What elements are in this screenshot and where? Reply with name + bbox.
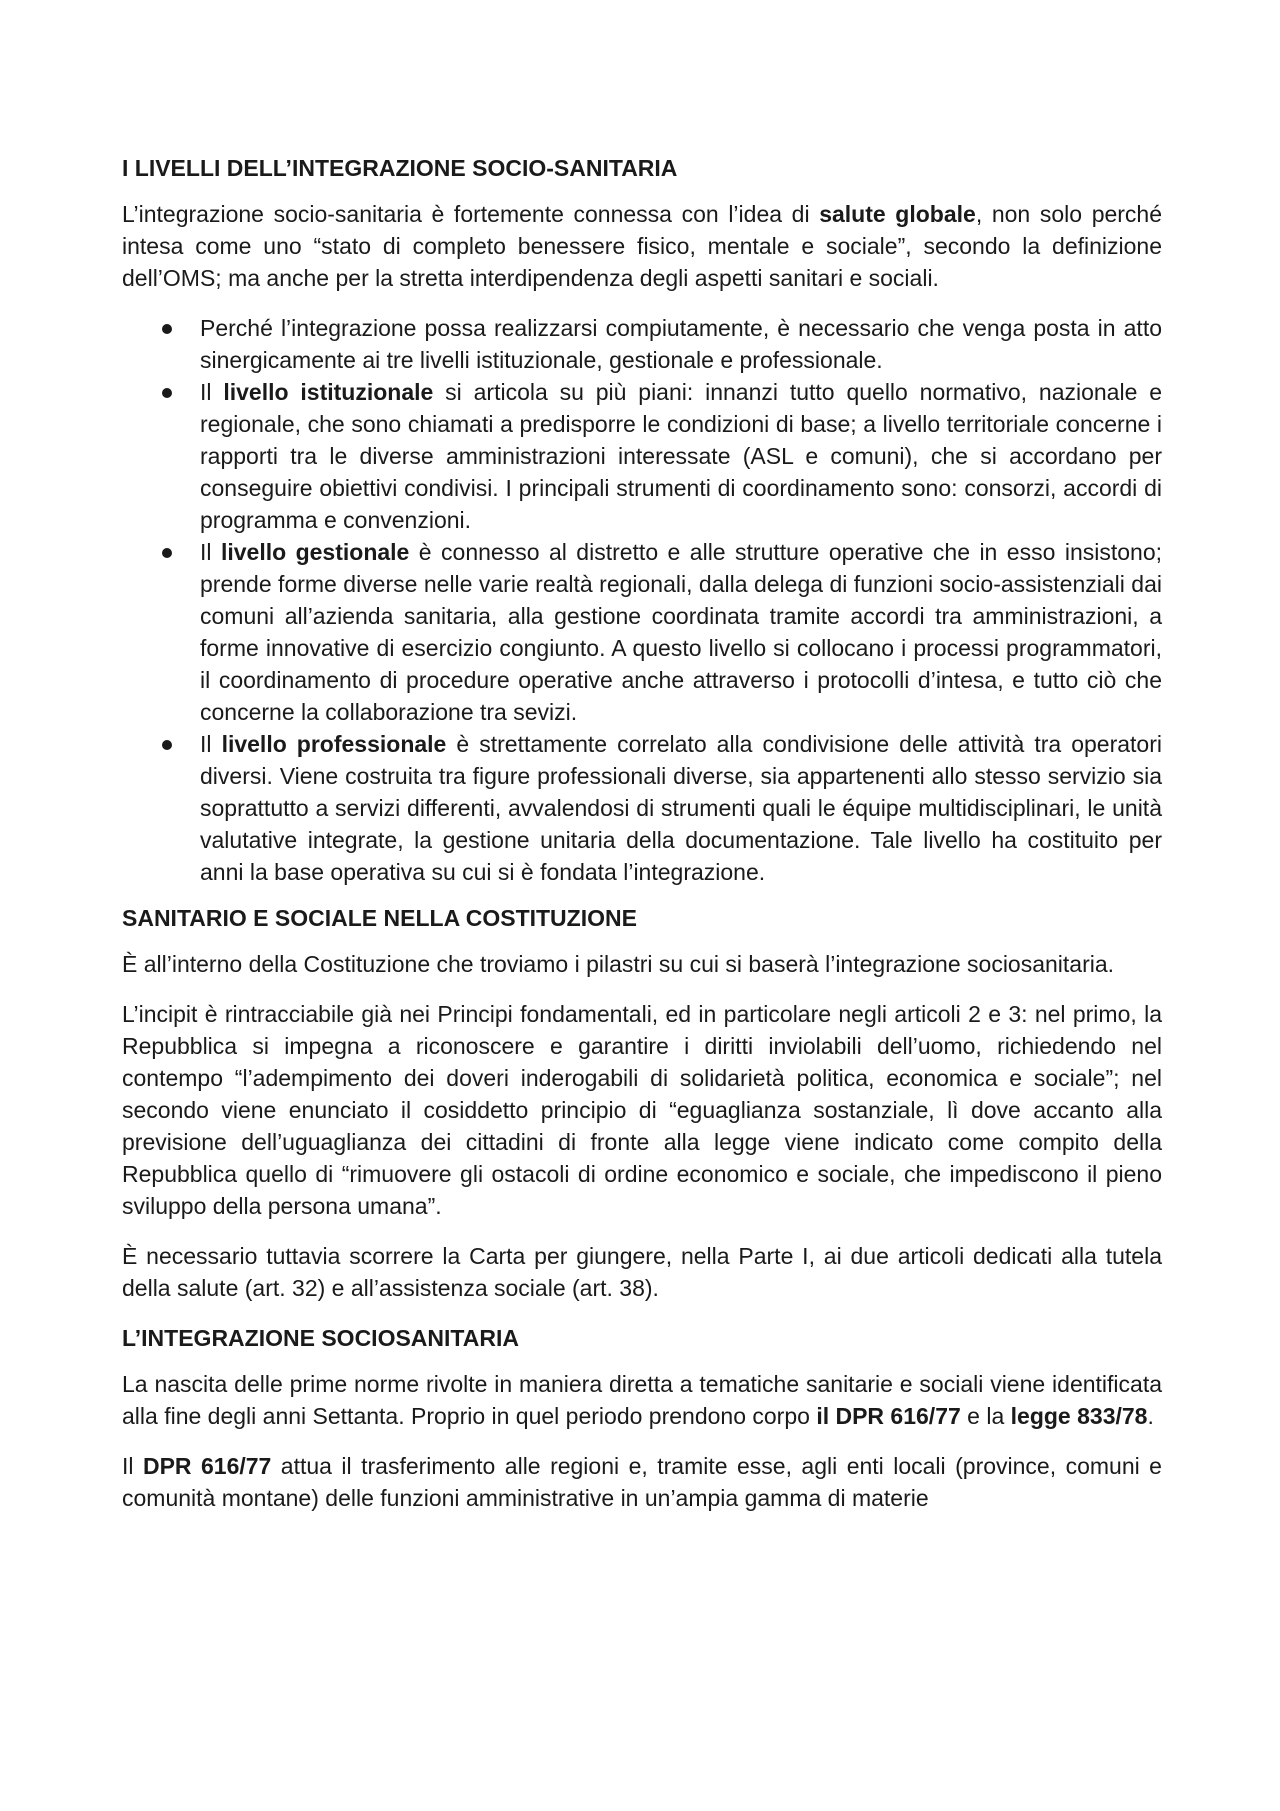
bullet-dot-icon	[162, 324, 172, 334]
bullet-bold-term: livello istituzionale	[223, 379, 434, 405]
bullet-bold-term: livello gestionale	[220, 539, 410, 565]
intro-text-2: , non solo perché intesa come uno “stato di completo benessere fisico, mentale e sociale”, secondo la definizione dell’OMS; ma anche per la stretta interdipendenza degli aspetti sanitari e sociali.	[122, 201, 1163, 291]
para-text: La nascita delle prime norme rivolte in maniera diretta a tematiche sanitarie e sociali viene identificata alla fine degli anni Settanta. Proprio in quel periodo prendono corpo	[122, 1371, 1162, 1429]
bullet-prefix: Il	[200, 379, 224, 405]
bullet-item-istituzionale	[122, 376, 1162, 536]
integrazione-paragraph-1	[122, 1368, 1162, 1432]
para-text: .	[1147, 1403, 1154, 1429]
bullet-text: è strettamente correlato alla condivisione delle attività tra operatori diversi. Viene costruita tra figure professionali diverse, sia appartenenti allo stesso servizio sia soprattutto a servizi differenti, avvalendosi di strumenti quali le équipe multidisciplinari, le unità valutative integrate, la gestione unitaria della documentazione. Tale livello ha costituito per anni la base operativa su cui si è fondata l’integrazione.	[200, 731, 1162, 885]
bullet-item-integrazione	[122, 312, 1162, 376]
bullet-prefix: Il	[200, 539, 221, 565]
bullet-dot-icon	[162, 548, 172, 558]
bullet-dot-icon	[162, 388, 172, 398]
bullet-prefix: Il	[200, 731, 222, 757]
bullet-item-gestionale	[122, 536, 1162, 728]
bullet-text: Perché l’integrazione possa realizzarsi compiutamente, è necessario che venga posta in atto sinergicamente ai tre livelli istituzionale, gestionale e professionale.	[200, 315, 1162, 373]
bullet-text: è connesso al distretto e alle strutture operative che in esso insistono; prende forme diverse nelle varie realtà regionali, dalla delega di funzioni socio-assistenziali dai comuni all’azienda sanitaria, alla gestione coordinata tramite accordi tra amministrazioni, a forme innovative di esercizio congiunto. A questo livello si collocano i processi programmatori, il coordinamento di procedure operative anche attraverso i protocolli d’intesa, e tutto ciò che concerne la collaborazione tra sevizi.	[200, 539, 1162, 725]
intro-text-1: L’integrazione socio-sanitaria è fortemente connessa con l’idea di	[122, 201, 820, 227]
costituzione-paragraph-3: È necessario tuttavia scorrere la Carta per giungere, nella Parte I, ai due articoli dedicati alla tutela della salute (art. 32) e all’assistenza sociale (art. 38).	[122, 1243, 1162, 1301]
integrazione-paragraph-2	[122, 1450, 1162, 1514]
para-text: attua il trasferimento alle regioni e, tramite esse, agli enti locali (province, comuni e comunità montane) delle funzioni amministrative in un’ampia gamma di materie	[122, 1453, 1162, 1511]
livelli-bullet-list	[122, 312, 1162, 888]
section-heading-livelli: I LIVELLI DELL’INTEGRAZIONE SOCIO-SANITARIA	[122, 155, 678, 181]
bullet-bold-term: livello professionale	[221, 731, 447, 757]
costituzione-paragraph-1: È all’interno della Costituzione che troviamo i pilastri su cui si baserà l’integrazione sociosanitaria.	[122, 951, 1115, 977]
bullet-item-professionale	[122, 728, 1162, 888]
intro-paragraph	[122, 198, 1162, 294]
costituzione-paragraph-2: L’incipit è rintracciabile già nei Principi fondamentali, ed in particolare negli articoli 2 e 3: nel primo, la Repubblica si impegna a riconoscere e garantire i diritti inviolabili dell’uomo, richiedendo nel contempo “l’adempimento dei doveri inderogabili di solidarietà politica, economica e sociale”; nel secondo viene enunciato il cosiddetto principio di “eguaglianza sostanziale, lì dove accanto alla previsione dell’uguaglianza dei cittadini di fronte alla legge viene indicato come compito della Repubblica quello di “rimuovere gli ostacoli di ordine economico e sociale, che impediscono il pieno sviluppo della persona umana”.	[122, 1001, 1162, 1219]
bullet-text: si articola su più piani: innanzi tutto quello normativo, nazionale e regionale, che sono chiamati a predisporre le condizioni di base; a livello territoriale concerne i rapporti tra le diverse amministrazioni interessate (ASL e comuni), che si accordano per conseguire obiettivi condivisi. I principali strumenti di coordinamento sono: consorzi, accordi di programma e convenzioni.	[200, 379, 1163, 533]
section-heading-costituzione: SANITARIO E SOCIALE NELLA COSTITUZIONE	[122, 905, 637, 931]
bullet-dot-icon	[162, 740, 172, 750]
bold-dpr-616: DPR 616/77	[142, 1453, 272, 1479]
bold-legge-833: legge 833/78	[1010, 1403, 1148, 1429]
intro-bold-salute-globale: salute globale	[819, 201, 976, 227]
section-heading-integrazione-sociosanitaria: L’INTEGRAZIONE SOCIOSANITARIA	[122, 1325, 519, 1351]
para-text: e la	[960, 1403, 1011, 1429]
para-text: Il	[122, 1453, 143, 1479]
bold-dpr-616: il DPR 616/77	[816, 1403, 961, 1429]
document-page	[122, 152, 1162, 1532]
